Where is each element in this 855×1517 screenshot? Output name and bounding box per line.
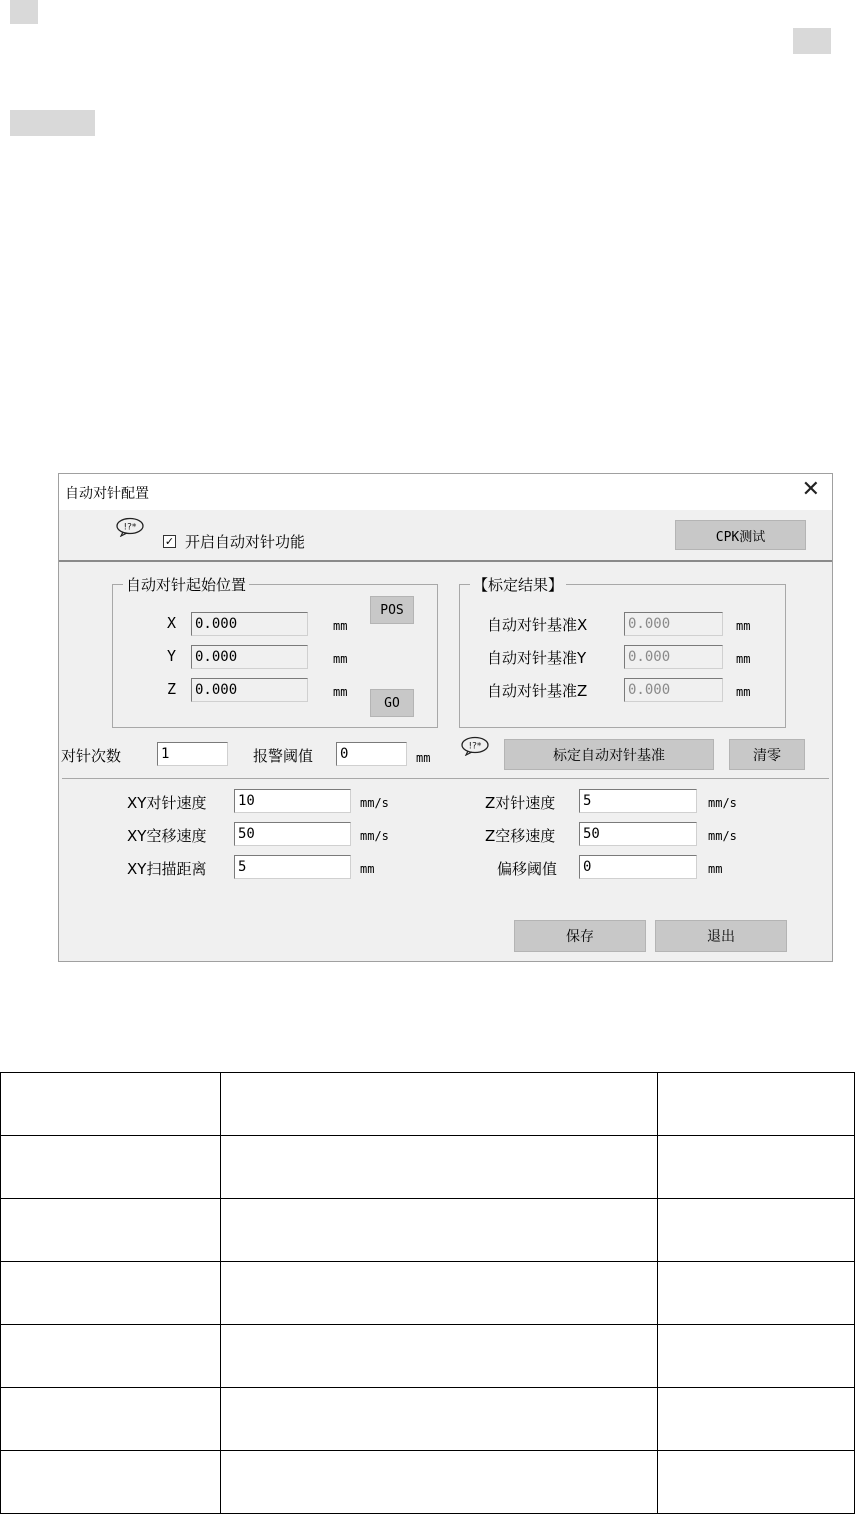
table-row (1, 1073, 855, 1136)
z-speed-field[interactable]: 5 (579, 789, 697, 813)
go-button[interactable]: GO (370, 689, 414, 717)
table-cell (658, 1199, 855, 1262)
result-group-title: 【标定结果】 (470, 574, 566, 595)
table-cell (658, 1262, 855, 1325)
result-z-label: 自动对针基准Z (487, 682, 588, 700)
table-cell (1, 1073, 221, 1136)
table-cell (220, 1136, 657, 1199)
params-divider (62, 778, 829, 779)
table-row (1, 1451, 855, 1514)
left-gray-bar (10, 110, 95, 136)
close-icon[interactable]: ✕ (801, 477, 820, 502)
xy-speed-label: XY对针速度 (127, 794, 207, 812)
z-speed-label: Z对针速度 (485, 794, 556, 812)
xy-speed-unit: mm/s (360, 796, 389, 810)
clear-button[interactable]: 清零 (729, 739, 805, 770)
xy-speed-field[interactable]: 10 (234, 789, 351, 813)
exit-button[interactable]: 退出 (655, 920, 787, 952)
enable-auto-checkbox[interactable]: ✓ (164, 535, 175, 548)
count-label: 对针次数 (61, 747, 122, 765)
table-cell (658, 1325, 855, 1388)
table-cell (220, 1451, 657, 1514)
table-cell (1, 1325, 221, 1388)
top-left-gray-block (10, 0, 38, 24)
cpk-test-button[interactable]: CPK测试 (675, 520, 806, 550)
offset-unit: mm (708, 862, 723, 876)
alarm-unit: mm (416, 751, 431, 765)
xy-scan-field[interactable]: 5 (234, 855, 351, 879)
table-cell (220, 1388, 657, 1451)
result-y-label: 自动对针基准Y (487, 649, 587, 667)
table-cell (1, 1136, 221, 1199)
enable-auto-label: 开启自动对针功能 (185, 533, 306, 551)
start-z-label: Z (167, 680, 177, 698)
result-x-label: 自动对针基准X (487, 616, 588, 634)
offset-field[interactable]: 0 (579, 855, 697, 879)
pos-button[interactable]: POS (370, 596, 414, 624)
table-cell (658, 1451, 855, 1514)
result-y-unit: mm (736, 652, 751, 666)
table-cell (220, 1199, 657, 1262)
result-x-field[interactable]: 0.000 (624, 612, 723, 636)
xy-move-unit: mm/s (360, 829, 389, 843)
xy-scan-unit: mm (360, 862, 375, 876)
result-x-unit: mm (736, 619, 751, 633)
table-row (1, 1199, 855, 1262)
table-row (1, 1325, 855, 1388)
table-cell (220, 1073, 657, 1136)
table-row (1, 1136, 855, 1199)
alarm-field[interactable]: 0 (336, 742, 407, 766)
auto-alignment-dialog (58, 473, 833, 962)
help-icon[interactable] (115, 517, 145, 537)
dialog-title: 自动对针配置 (65, 486, 149, 502)
result-y-field[interactable]: 0.000 (624, 645, 723, 669)
header-divider (59, 560, 832, 562)
start-x-unit: mm (333, 619, 348, 633)
start-x-label: X (167, 614, 177, 632)
xy-scan-label: XY扫描距离 (127, 860, 207, 878)
table-cell (1, 1262, 221, 1325)
calibrate-button[interactable]: 标定自动对针基准 (504, 739, 714, 770)
table-cell (220, 1325, 657, 1388)
start-y-unit: mm (333, 652, 348, 666)
result-z-field[interactable]: 0.000 (624, 678, 723, 702)
empty-table (0, 1072, 855, 1514)
table-cell (658, 1073, 855, 1136)
table-cell (658, 1388, 855, 1451)
table-row (1, 1262, 855, 1325)
alarm-label: 报警阈值 (253, 747, 314, 765)
svg-text:!?*: !?* (123, 522, 137, 533)
start-y-label: Y (167, 647, 177, 665)
xy-move-label: XY空移速度 (127, 827, 207, 845)
result-z-unit: mm (736, 685, 751, 699)
dialog-titlebar (59, 474, 832, 510)
table-cell (1, 1451, 221, 1514)
table-cell (220, 1262, 657, 1325)
table-cell (658, 1136, 855, 1199)
save-button[interactable]: 保存 (514, 920, 646, 952)
offset-label: 偏移阈值 (497, 860, 558, 878)
calibrate-help-icon[interactable] (460, 736, 490, 756)
count-field[interactable]: 1 (157, 742, 228, 766)
z-move-label: Z空移速度 (485, 827, 556, 845)
start-z-unit: mm (333, 685, 348, 699)
start-group-title: 自动对针起始位置 (123, 574, 249, 595)
table-cell (1, 1199, 221, 1262)
z-move-field[interactable]: 50 (579, 822, 697, 846)
start-x-field[interactable]: 0.000 (191, 612, 308, 636)
z-speed-unit: mm/s (708, 796, 737, 810)
xy-move-field[interactable]: 50 (234, 822, 351, 846)
table-row (1, 1388, 855, 1451)
z-move-unit: mm/s (708, 829, 737, 843)
table-cell (1, 1388, 221, 1451)
top-right-gray-block (793, 28, 831, 54)
start-z-field[interactable]: 0.000 (191, 678, 308, 702)
start-y-field[interactable]: 0.000 (191, 645, 308, 669)
svg-text:!?*: !?* (468, 741, 482, 752)
